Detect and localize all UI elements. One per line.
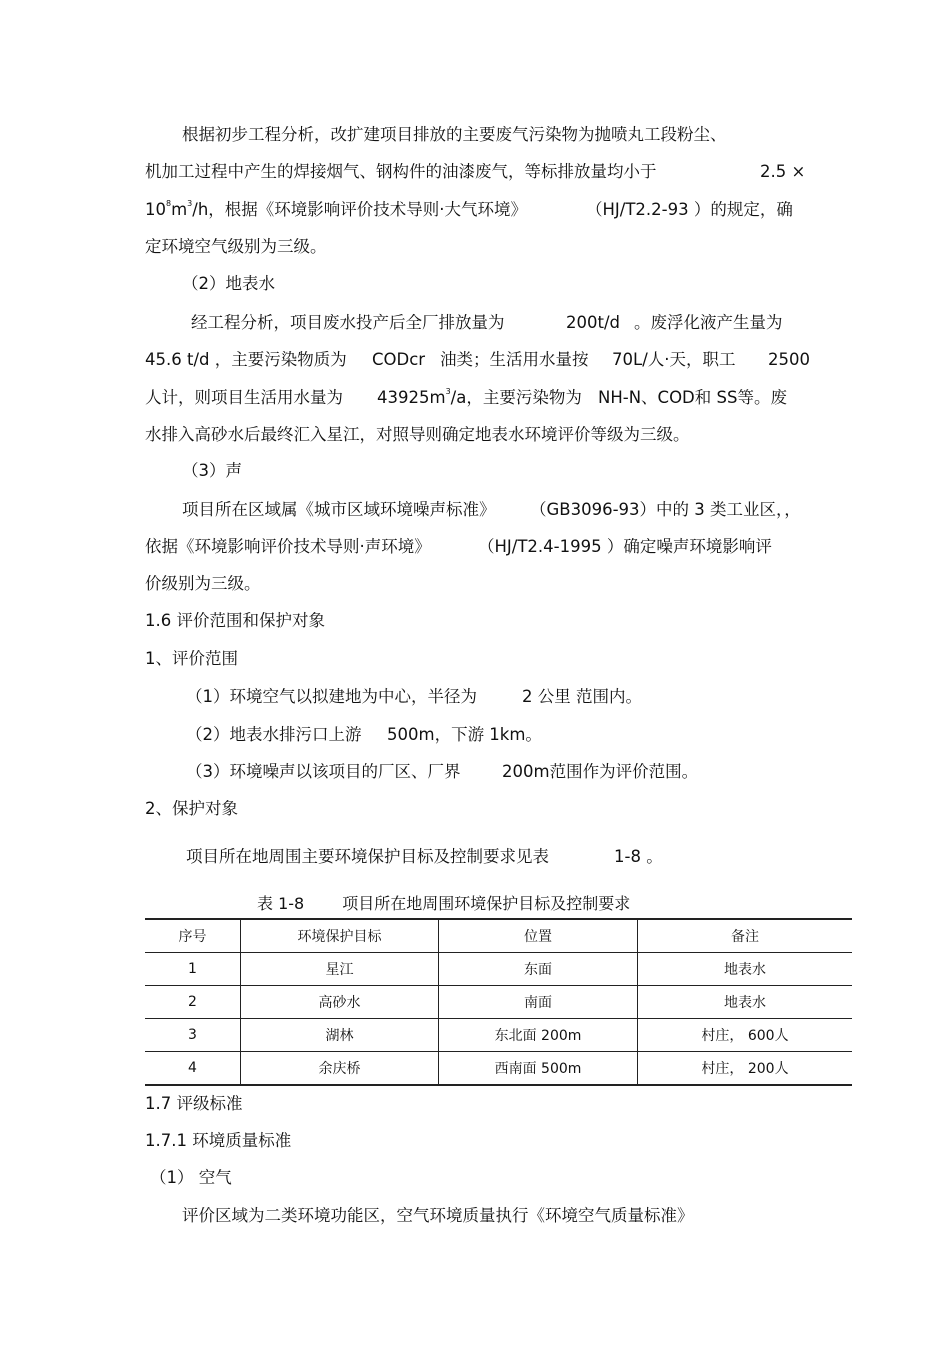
list-item: 500m，下游 1km。	[387, 725, 542, 744]
table-caption-title: 项目所在地周围环境保护目标及控制要求	[342, 894, 631, 913]
list-item: 2 公里 范围内。	[522, 687, 642, 706]
para-line: CODcr	[372, 350, 426, 369]
subsection-heading: （1） 空气	[150, 1168, 232, 1187]
table-header-cell: 位置	[439, 919, 638, 953]
para-line: 依据《环境影响评价技术导则·声环境》	[145, 537, 431, 556]
para-line: （GB3096-93）中的 3 类工业区，，	[530, 500, 801, 519]
para-line: 定环境空气级别为三级。	[145, 237, 327, 256]
table-header-cell: 环境保护目标	[241, 919, 439, 953]
table-cell: 高砂水	[241, 986, 439, 1019]
para-line: 2500	[768, 350, 810, 369]
subsection-heading: 1、评价范围	[145, 649, 238, 668]
table-header-row	[145, 919, 852, 953]
protection-targets-table	[145, 918, 852, 1086]
list-item: （2）地表水排污口上游	[186, 725, 362, 744]
para-line: 油类；生活用水量按	[440, 350, 589, 369]
para-line: 2.5 ×	[760, 162, 806, 181]
table-cell: 余庆桥	[241, 1052, 439, 1086]
subsection-heading: （3）声	[182, 461, 242, 480]
para-line: 人计，则项目生活用水量为	[145, 388, 343, 407]
para-line: 1-8 。	[614, 847, 663, 866]
table-cell: 地表水	[638, 953, 853, 986]
para-line: 水排入高砂水后最终汇入星江，对照导则确定地表水环境评价等级为三级。	[145, 425, 690, 444]
table-cell: 东北面 200m	[439, 1019, 638, 1052]
para-line: 价级别为三级。	[145, 574, 261, 593]
para-line: 200t/d	[566, 313, 620, 332]
table-cell: 星江	[241, 953, 439, 986]
para-line: NH-N、COD和 SS等。废	[598, 388, 787, 407]
para-line: （HJ/T2.4-1995 ）确定噪声环境影响评	[478, 537, 772, 556]
table-caption-number: 表 1-8	[257, 894, 305, 913]
table-cell: 村庄， 600人	[638, 1019, 853, 1052]
table-cell: 4	[145, 1052, 241, 1086]
para-line: $10^8m^3/h$，根据《环境影响评价技术导则·大气环境》	[145, 199, 528, 219]
table-row	[145, 1052, 852, 1086]
para-line: 。废浮化液产生量为	[634, 313, 783, 332]
table-cell: 2	[145, 986, 241, 1019]
list-item: 200m范围作为评价范围。	[502, 762, 699, 781]
section-heading: 1.7 评级标准	[145, 1094, 243, 1113]
table-cell: 3	[145, 1019, 241, 1052]
table-cell: 西南面 500m	[439, 1052, 638, 1086]
table-row	[145, 1019, 852, 1052]
table-row	[145, 953, 852, 986]
para-line: 评价区域为二类环境功能区，空气环境质量执行《环境空气质量标准》	[182, 1206, 694, 1225]
table-cell: 村庄， 200人	[638, 1052, 853, 1086]
table-caption	[257, 891, 630, 914]
table-cell: 南面	[439, 986, 638, 1019]
table-row	[145, 986, 852, 1019]
table-header-cell: 备注	[638, 919, 853, 953]
subsection-heading: 2、保护对象	[145, 799, 238, 818]
section-heading: 1.7.1 环境质量标准	[145, 1131, 292, 1150]
para-line: 45.6 t/d ，主要污染物质为	[145, 350, 347, 369]
para-line: 机加工过程中产生的焊接烟气、钢构件的油漆废气，等标排放量均小于	[145, 162, 657, 181]
table-cell: 湖林	[241, 1019, 439, 1052]
subsection-heading: （2）地表水	[182, 274, 275, 293]
table-cell: 1	[145, 953, 241, 986]
para-line: 70L/人·天，职工	[612, 350, 736, 369]
table-cell: 地表水	[638, 986, 853, 1019]
section-heading: 1.6 评价范围和保护对象	[145, 611, 325, 630]
para-line: $43925m^3/a$，主要污染物为	[377, 387, 582, 407]
para-line: 项目所在地周围主要环境保护目标及控制要求见表	[186, 847, 549, 866]
para-line: 经工程分析，项目废水投产后全厂排放量为	[191, 313, 505, 332]
para-line: （HJ/T2.2-93 ）的规定，确	[586, 200, 793, 219]
para-line: 项目所在区域属《城市区域环境噪声标准》	[182, 500, 496, 519]
table-cell: 东面	[439, 953, 638, 986]
para-line: 根据初步工程分析，改扩建项目排放的主要废气污染物为抛喷丸工段粉尘、	[182, 125, 727, 144]
table-header-cell: 序号	[145, 919, 241, 953]
list-item: （1）环境空气以拟建地为中心，半径为	[186, 687, 477, 706]
list-item: （3）环境噪声以该项目的厂区、厂界	[186, 762, 461, 781]
